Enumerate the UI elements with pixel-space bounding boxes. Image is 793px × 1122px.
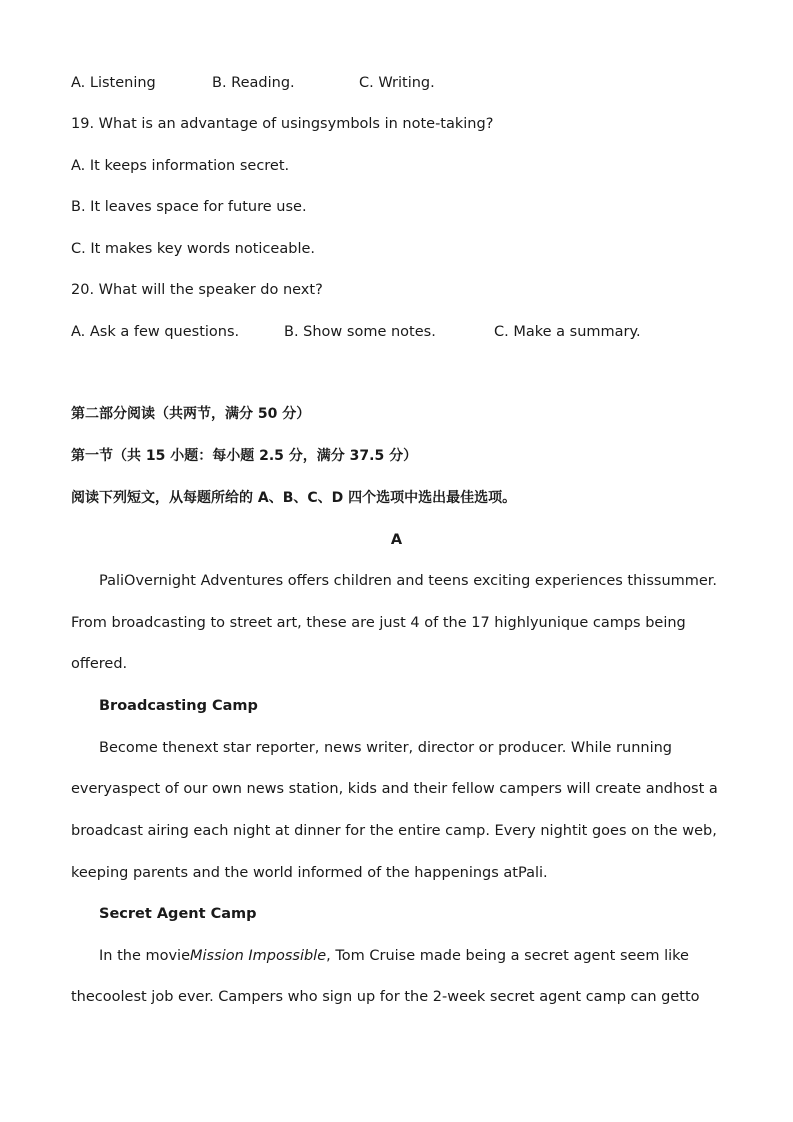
intro-line: PaliOvernight Adventures offers children and teens exciting experiences thissummer. xyxy=(99,573,718,589)
text: In the movie xyxy=(99,948,191,964)
intro-line: offered. xyxy=(71,656,128,672)
secret-agent-heading: Secret Agent Camp xyxy=(99,906,257,922)
broadcast-line: keeping parents and the world informed of the happenings atPali. xyxy=(71,865,548,881)
intro-line: From broadcasting to street art, these are just 4 of the 17 highlyunique camps being xyxy=(71,615,686,631)
broadcast-heading: Broadcasting Camp xyxy=(99,698,258,714)
q18-options xyxy=(71,73,435,93)
q19-option-b: B. It leaves space for future use. xyxy=(71,199,307,215)
option-a: A. Listening xyxy=(71,75,156,91)
broadcast-line: everyaspect of our own news station, kids and their fellow campers will create andhost a xyxy=(71,781,718,797)
passage-letter: A xyxy=(390,532,403,548)
broadcast-line: Become thenext star reporter, news writer, director or producer. While running xyxy=(99,740,673,756)
movie-title: Mission Impossible xyxy=(190,948,327,964)
option-c: C. Make a summary. xyxy=(494,324,641,340)
option-c: C. Writing. xyxy=(359,75,435,91)
q20-question: 20. What will the speaker do next? xyxy=(71,282,323,298)
q19-question: 19. What is an advantage of usingsymbols in note-taking? xyxy=(71,116,494,132)
secret-agent-line: thecoolest job ever. Campers who sign up for the 2-week secret agent camp can getto xyxy=(71,989,700,1005)
option-b: B. Reading. xyxy=(212,75,295,91)
broadcast-line: broadcast airing each night at dinner for the entire camp. Every nightit goes on the web, xyxy=(71,823,717,839)
secret-agent-line xyxy=(99,946,689,966)
section-heading: 第二部分阅读（共两节，满分 50 分） xyxy=(71,406,311,422)
q19-option-a: A. It keeps information secret. xyxy=(71,158,290,174)
instruction: 阅读下列短文，从每题所给的 A、B、C、D 四个选项中选出最佳选项。 xyxy=(71,490,517,506)
option-b: B. Show some notes. xyxy=(284,324,436,340)
option-a: A. Ask a few questions. xyxy=(71,324,240,340)
q19-option-c: C. It makes key words noticeable. xyxy=(71,241,316,257)
text: , Tom Cruise made being a secret agent seem like xyxy=(326,948,689,964)
subsection-heading: 第一节（共 15 小题：每小题 2.5 分，满分 37.5 分） xyxy=(71,448,418,464)
q20-options xyxy=(71,322,641,342)
